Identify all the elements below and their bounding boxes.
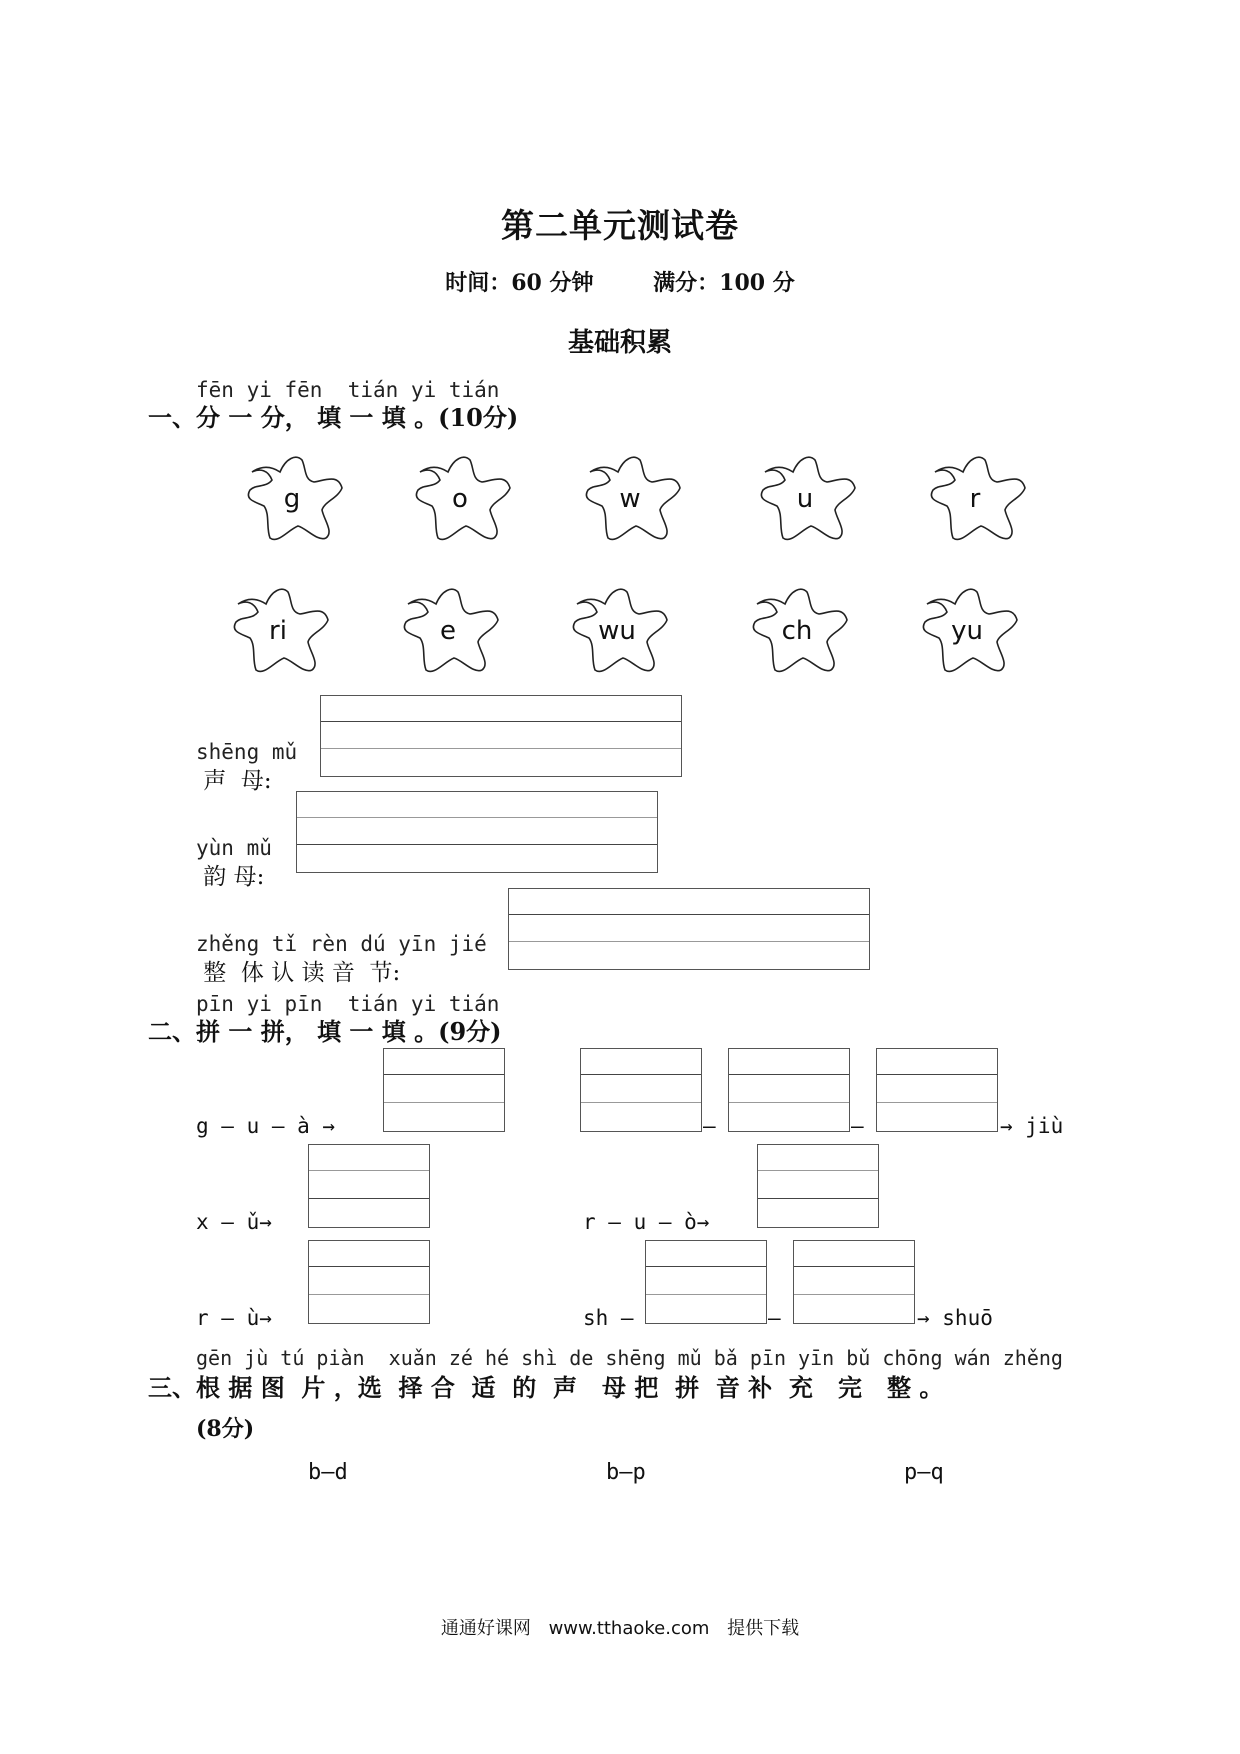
footer-url[interactable]: www.tthaoke.com	[548, 1618, 710, 1639]
leaf-card	[573, 589, 667, 671]
q3-pair-1: b—d	[308, 1460, 348, 1485]
q2-row1-result: → jiù	[1000, 1114, 1064, 1138]
q2-pinyin: pīn yi pīn tián yi tián	[196, 992, 500, 1016]
q2-row3-dash: —	[768, 1306, 781, 1330]
q2-heading: 二、拼 一 拼， 填 一 填 。(9分)	[148, 1017, 502, 1046]
shengmu-pinyin: shēng mǔ	[196, 740, 298, 764]
leaf-card	[931, 457, 1025, 539]
leaf-card	[234, 589, 328, 671]
time-limit: 时间：60 分钟	[445, 270, 594, 296]
footer-note: 提供下载	[727, 1618, 800, 1639]
q2-row3-box-a[interactable]	[645, 1240, 767, 1324]
leaf-letter: e	[440, 616, 456, 646]
exam-meta	[0, 266, 1240, 297]
q2-row1-left-box[interactable]	[383, 1048, 505, 1132]
yunmu-label: 韵 母:	[196, 864, 265, 890]
q2-row3-box-b[interactable]	[793, 1240, 915, 1324]
shengmu-answer-box[interactable]	[320, 695, 682, 777]
q2-row2-right-formula: r — u — ò→	[583, 1210, 710, 1234]
page-title: 第二单元测试卷	[501, 206, 739, 245]
q2-row2-left-box[interactable]	[308, 1144, 430, 1228]
q2-row3-left-box[interactable]	[308, 1240, 430, 1324]
leaf-letter: r	[969, 484, 981, 514]
footer-site: 通通好课网	[440, 1618, 531, 1639]
leaf-letter: o	[452, 484, 468, 514]
zhengti-label: 整 体 认 读 音 节:	[196, 960, 401, 986]
leaf-card	[753, 589, 847, 671]
shengmu-label: 声 母:	[196, 768, 272, 794]
q2-row3-result: → shuō	[917, 1306, 993, 1330]
q2-row1-dash-1: —	[703, 1114, 716, 1138]
q2-row2-left-formula: x — ǔ→	[196, 1210, 272, 1234]
q2-row1-box-b[interactable]	[728, 1048, 850, 1132]
full-score: 满分：100 分	[653, 270, 795, 296]
leaf-card	[586, 457, 680, 539]
leaf-card	[404, 589, 498, 671]
q2-row1-box-c[interactable]	[876, 1048, 998, 1132]
leaf-card	[416, 457, 510, 539]
leaf-letter: ri	[269, 616, 287, 646]
leaf-card	[923, 589, 1017, 671]
yunmu-answer-box[interactable]	[296, 791, 658, 873]
zhengti-pinyin: zhěng tǐ rèn dú yīn jié	[196, 932, 487, 956]
q1-pinyin: fēn yi fēn tián yi tián	[196, 378, 500, 402]
q2-row1-box-a[interactable]	[580, 1048, 702, 1132]
q2-row2-right-box[interactable]	[757, 1144, 879, 1228]
leaf-letter: yu	[951, 616, 983, 646]
q3-score: (8分)	[196, 1416, 255, 1442]
q3-heading: 三、根 据 图 片 ，选 择 合 适 的 声 母 把 拼 音 补 充 完 整 。	[148, 1373, 944, 1402]
q3-pair-3: p—q	[904, 1460, 944, 1485]
q2-row1-left-formula: g — u — à →	[196, 1114, 336, 1138]
leaf-letter: ch	[781, 616, 813, 646]
leaf-letter: g	[283, 484, 301, 514]
q1-heading: 一、分 一 分， 填 一 填 。(10分)	[148, 403, 519, 432]
q3-pinyin: gēn jù tú piàn xuǎn zé hé shì de shēng mǔ bǎ pīn yīn bǔ chōng wán zhěng	[196, 1346, 1063, 1370]
footer	[0, 1614, 1240, 1640]
leaf-card	[248, 457, 342, 539]
leaf-letter: w	[619, 484, 641, 514]
leaf-grid	[0, 440, 1240, 690]
yunmu-pinyin: yùn mǔ	[196, 836, 272, 860]
q3-pair-2: b—p	[606, 1460, 646, 1485]
leaf-letter: wu	[598, 616, 636, 646]
section-title: 基础积累	[567, 328, 672, 358]
zhengti-answer-box[interactable]	[508, 888, 870, 970]
leaf-letter: u	[796, 484, 814, 514]
leaf-card	[761, 457, 855, 539]
q2-row3-left-formula: r — ù→	[196, 1306, 272, 1330]
q2-row1-dash-2: —	[851, 1114, 864, 1138]
q2-row3-right-formula: sh —	[583, 1306, 634, 1330]
